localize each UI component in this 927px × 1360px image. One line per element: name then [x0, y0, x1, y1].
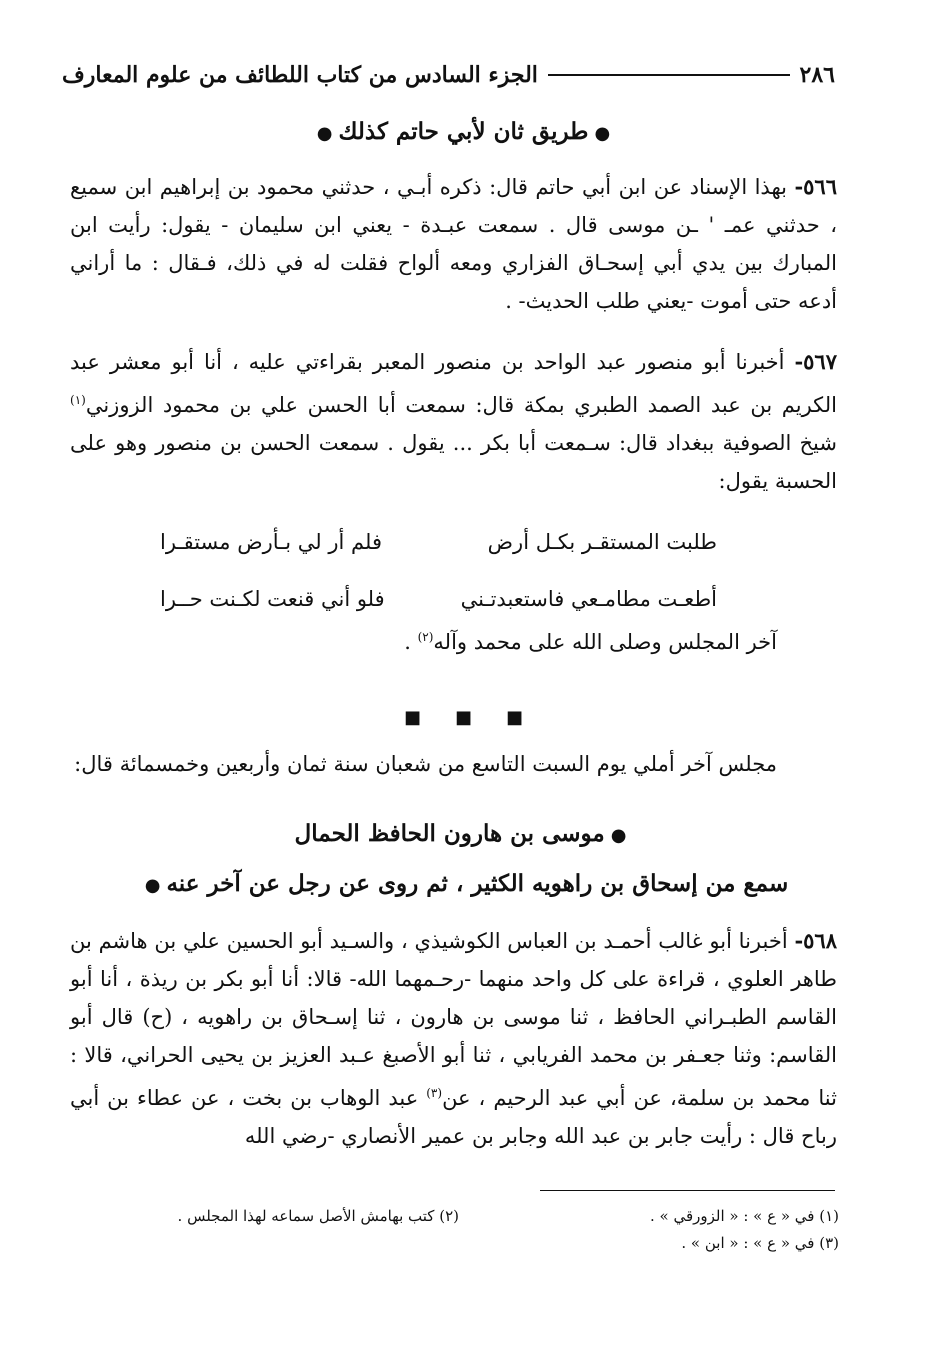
- hadith-number: ٥٦٨-: [794, 928, 837, 953]
- verse-first-hemistich: طلبت المستقـر بكـل أرض: [487, 530, 717, 554]
- hadith-number: ٥٦٧-: [794, 349, 837, 374]
- heading-text: سمع من إسحاق بن راهويه الكثير ، ثم روى عن رجل عن آخر عنه: [166, 870, 789, 897]
- footnote-column-right: [650, 1203, 839, 1257]
- bullet-icon: ●: [316, 123, 333, 144]
- footnote-marker: (١): [70, 393, 86, 407]
- heading-text: طريق ثان لأبي حاتم كذلك: [338, 118, 589, 145]
- hadith-text: بهذا الإسناد عن ابن أبي حاتم قال: ذكره أبـي ، حدثني محمود بن إبراهيم ابن سميع ، حدثني عمـ ' ـن موسى قال . سمعت عبـدة - يعني ابن سليمان - يقول: رأيت ابن المبارك بين يدي أبي إسحـاق الفزاري ومعه ألواح فقلت له في ذلك، فـقال : ما أراني أدعه حتى أموت -يعني طلب الحديث- .: [70, 175, 837, 313]
- hadith-568: [70, 922, 837, 1155]
- hadith-567: [70, 343, 837, 500]
- session-closing: [404, 630, 777, 654]
- square-icon: ■: [403, 707, 421, 728]
- header-rule: [548, 74, 790, 76]
- hadith-566: [70, 168, 837, 320]
- hadith-number: ٥٦٦-: [794, 174, 837, 199]
- hadith-text: أخبرنا أبو غالب أحمـد بن العباس الكوشيذي ، والسـيد أبو الحسين علي بن هاشم بن طاهر العلوي ، قراءة على كل واحد منهما -رحـمهما الله- قالا: أنا أبو بكر بن ريذة ، أنا أبو القاسم الطبـراني الحافظ ، ثنا موسى بن هارون ، ثنا إسـحاق بن راهويه ، (ح) قال أبو القاسم: وثنا جعـفر بن محمد الفريابي ، ثنا أبو الأصبغ عـبد العزيز بن يحيى الحراني، قالا : ثنا محمد بن سلمة، عن أبي عبد الرحيم ، عن: [70, 929, 837, 1110]
- footnote-3: (٣) في « ع » : « ابن » .: [681, 1234, 839, 1252]
- section-heading-3: [40, 870, 887, 897]
- footnote-marker: (٣): [426, 1086, 443, 1100]
- footnote-2: (٢) كتب بهامش الأصل سماعه لهذا المجلس .: [177, 1207, 459, 1225]
- verse-line: [160, 522, 717, 562]
- book-title: الجزء السادس من كتاب اللطائف من علوم المعارف: [62, 62, 538, 88]
- closing-end: .: [404, 630, 418, 654]
- running-header: [62, 58, 835, 92]
- hadith-text-continued: شيخ الصوفية ببغداد قال: سـمعت أبا بكر ... يقول . سمعت الحسن بن منصور وهو على الحسبة يقول:: [70, 431, 837, 493]
- heading-text: موسى بن هارون الحافظ الحمال: [294, 820, 605, 847]
- hadith-text: أخبرنا أبو منصور عبد الواحد بن منصور المعبر بقراءتي عليه ، أنا أبو معشر عبد الكريم بن عبد الصمد الطبري بمكة قال: سمعت أبا الحسن علي بن محمود الزوزني: [70, 350, 837, 417]
- verse-second-hemistich: فلم أر لي بـأرض مستقـرا: [160, 530, 382, 554]
- footnote-column-left: [178, 1203, 459, 1230]
- square-icon: ■: [454, 707, 472, 728]
- bullet-icon: ●: [594, 123, 611, 144]
- footnote-marker: (٢): [417, 630, 434, 644]
- section-heading-2: [40, 820, 887, 847]
- section-heading-1: [40, 118, 887, 145]
- session-intro: مجلس آخر أملي يوم السبت التاسع من شعبان سنة ثمان وأربعين وخمسمائة قال:: [74, 752, 777, 776]
- hadith-text-continued: عبد الوهاب بن بخت ، عن عطاء بن أبي رباح قال : رأيت جابر بن عبد الله وجابر بن عمير الأنصاري -رضي الله: [70, 1086, 837, 1148]
- verse-first-hemistich: أطعـت مطامـعي فاستعبدتـني: [460, 587, 717, 611]
- closing-text: آخر المجلس وصلى الله على محمد وآله: [433, 630, 777, 654]
- verse-second-hemistich: فلو أني قنعت لكـنت حــرا: [160, 587, 385, 611]
- footnote-1: (١) في « ع » : « الزورقي » .: [649, 1207, 839, 1225]
- footnote-separator: [540, 1190, 835, 1191]
- bullet-icon: ●: [610, 825, 627, 846]
- verse-line: [160, 579, 717, 619]
- square-icon: ■: [506, 707, 524, 728]
- page-number: ٢٨٦: [799, 62, 835, 88]
- section-separator: [0, 707, 927, 728]
- bullet-icon: ●: [144, 875, 161, 896]
